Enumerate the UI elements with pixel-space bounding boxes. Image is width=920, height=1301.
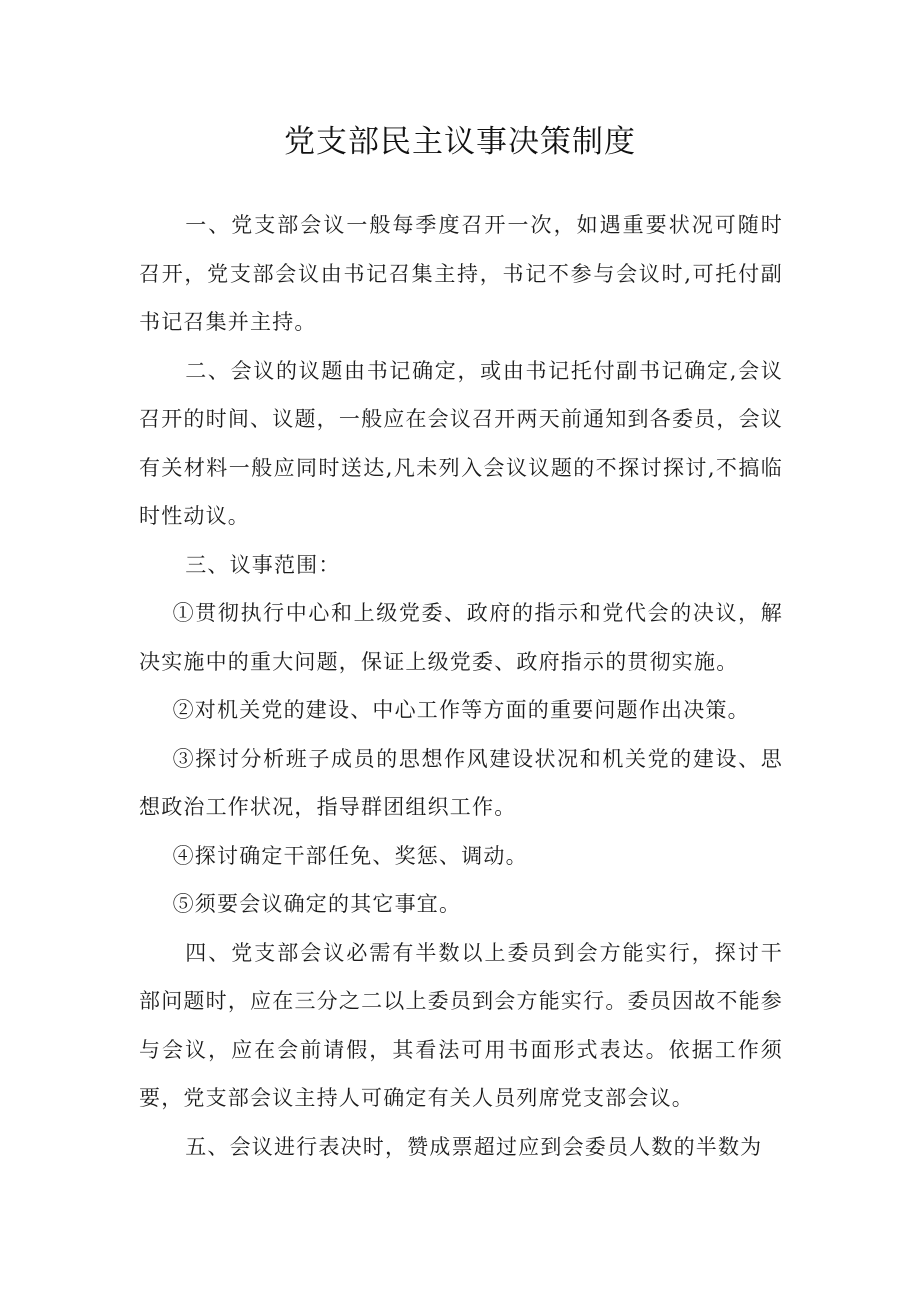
document-title: 党支部民主议事决策制度 <box>284 124 636 160</box>
section-3-heading: 三、议事范围： <box>185 552 341 577</box>
scope-item-5: ⑤须要会议确定的其它事宜。 <box>172 892 462 916</box>
section-2: 二、会议的议题由书记确定，或由书记托付副书记确定,会议召开的时间、议题，一般应在会议召开两天前通知到各委员，会议有关材料一般应同时送达,凡未列入会议议题的不探讨探讨,不搞临时性动议。 <box>139 358 783 528</box>
document-body <box>139 201 783 1171</box>
section-5: 五、会议进行表决时，赞成票超过应到会委员人数的半数为 <box>185 1134 763 1159</box>
section-1: 一、党支部会议一般每季度召开一次，如遇重要状况可随时召开，党支部会议由书记召集主持，书记不参与会议时,可托付副书记召集并主持。 <box>139 213 783 334</box>
scope-item-3: ③探讨分析班子成员的思想作风建设状况和机关党的建设、思想政治工作状况，指导群团组织工作。 <box>139 746 783 819</box>
scope-item-4: ④探讨确定干部任免、奖惩、调动。 <box>172 843 528 868</box>
scope-item-1: ①贯彻执行中心和上级党委、政府的指示和党代会的决议，解决实施中的重大问题，保证上级党委、政府指示的贯彻实施。 <box>139 601 783 674</box>
section-4: 四、党支部会议必需有半数以上委员到会方能实行，探讨干部问题时，应在三分之二以上委员到会方能实行。委员因故不能参与会议，应在会前请假，其看法可用书面形式表达。依据工作须要，党支部会议主持人可确定有关人员列席党支部会议。 <box>139 940 783 1110</box>
scope-item-2: ②对机关党的建设、中心工作等方面的重要问题作出决策。 <box>172 698 750 722</box>
